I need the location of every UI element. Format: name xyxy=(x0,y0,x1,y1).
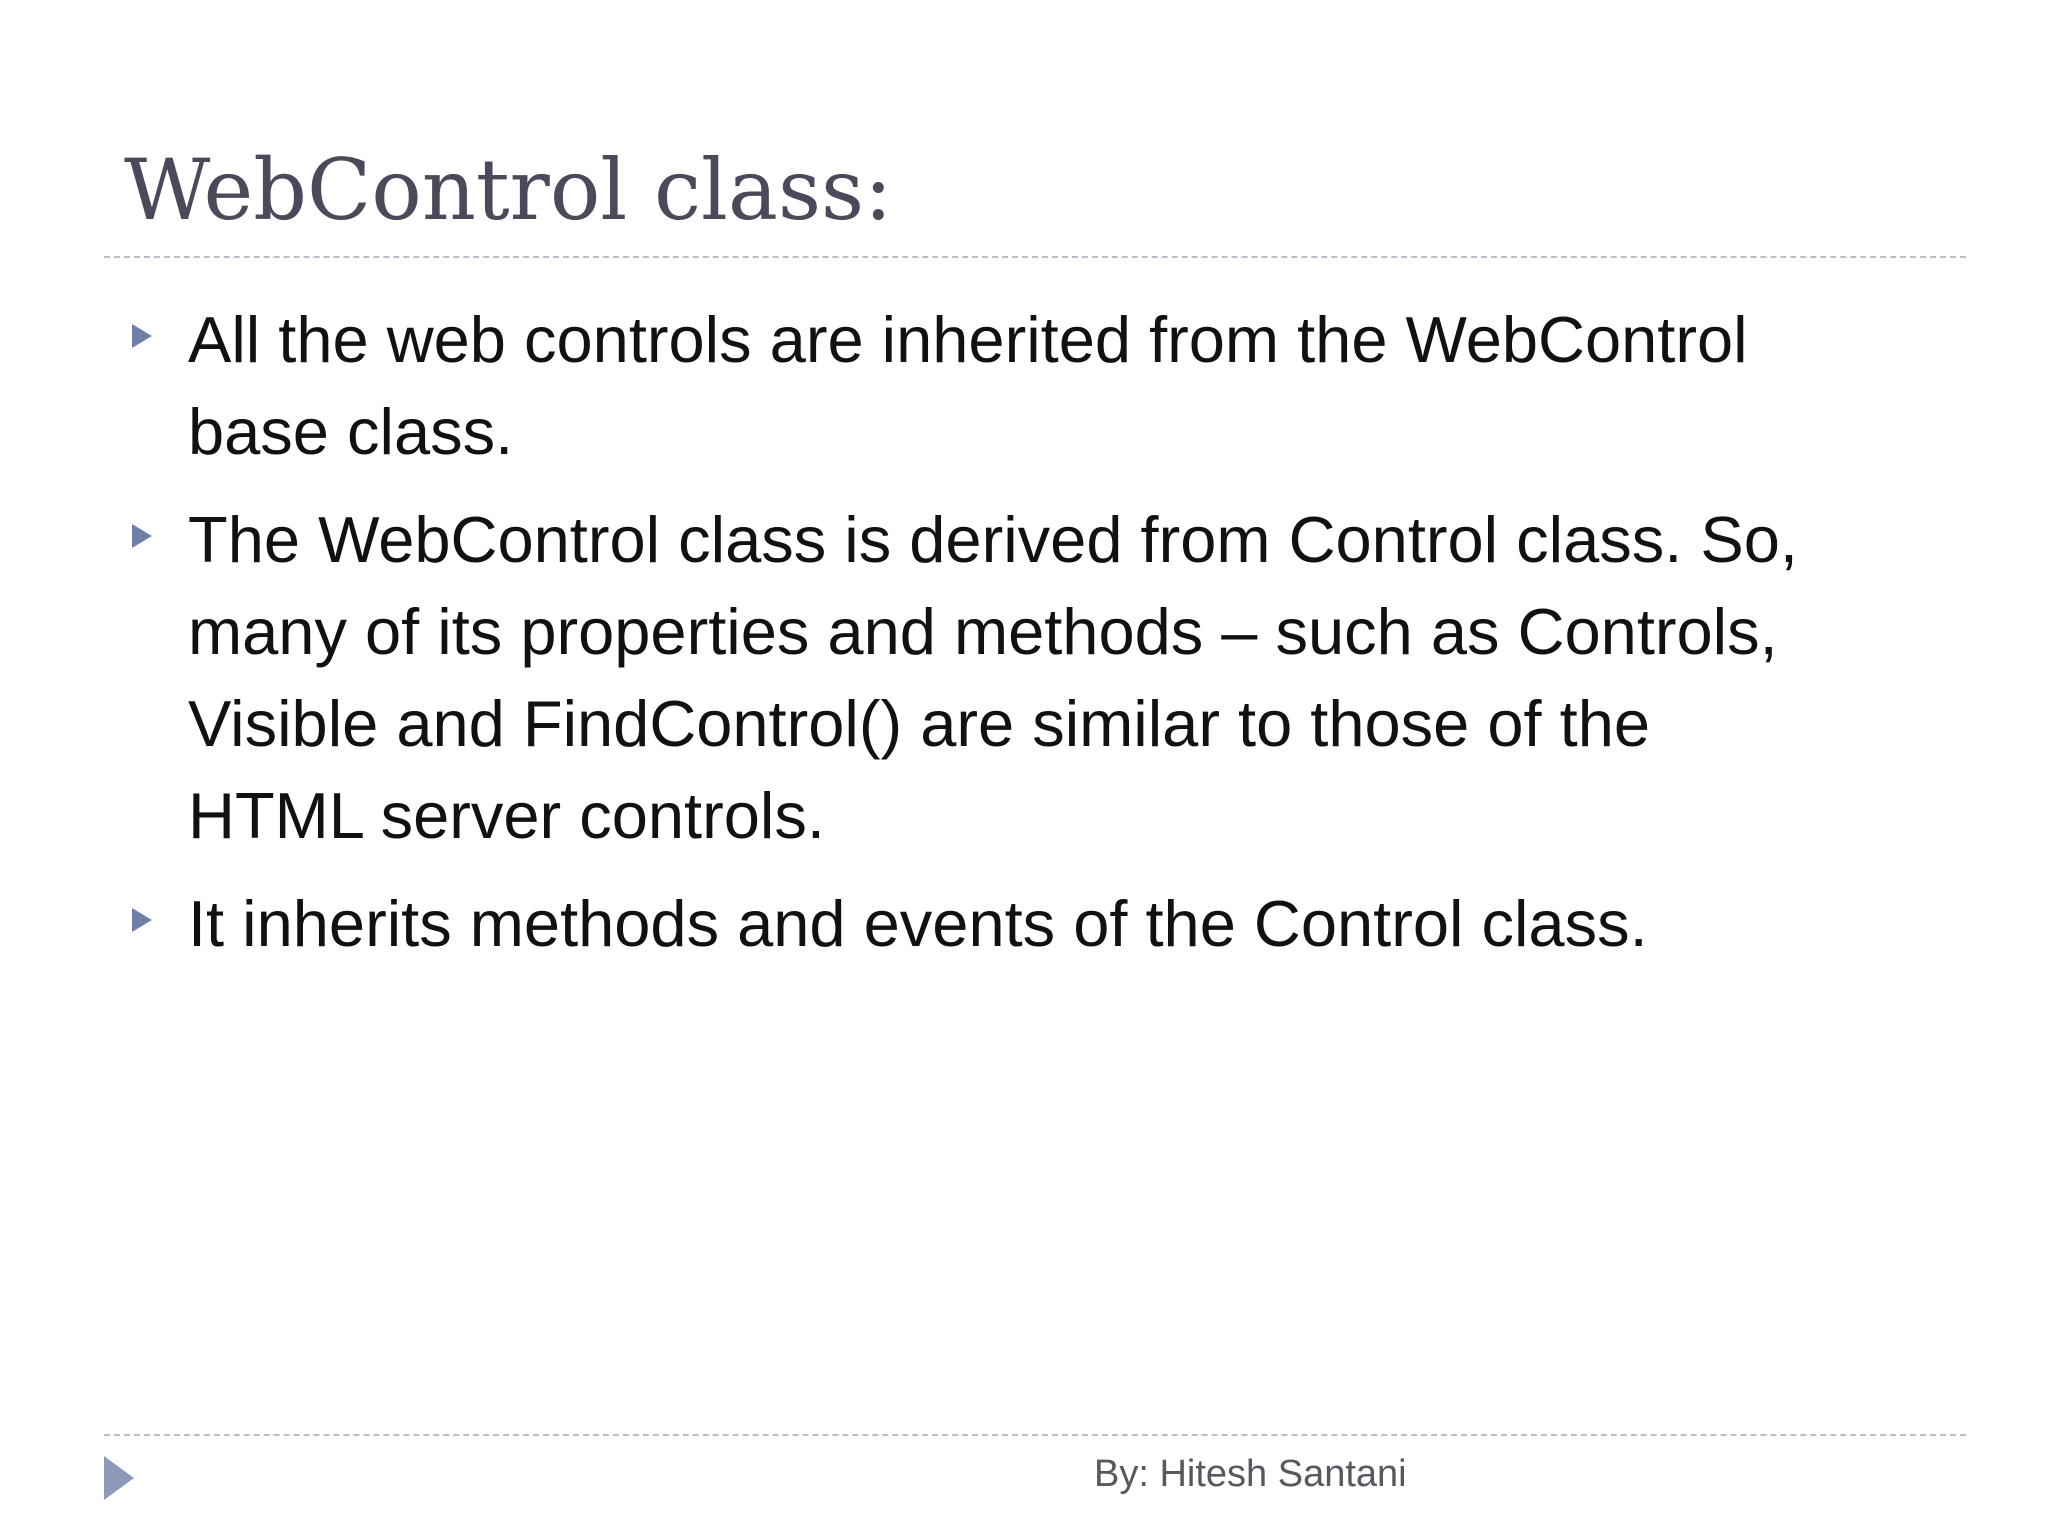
footer-author: By: Hitesh Santani xyxy=(1094,1453,1407,1495)
bullet-line: HTML server controls. xyxy=(188,779,825,852)
triangle-right-icon xyxy=(132,324,152,348)
footer-triangle-icon xyxy=(104,1456,134,1500)
bullet-item xyxy=(124,494,1944,862)
title-divider xyxy=(104,256,1966,258)
bullet-item xyxy=(124,294,1944,478)
bullet-item xyxy=(124,878,1944,970)
bullet-line: many of its properties and methods – such as Controls, xyxy=(188,595,1778,668)
bullet-line: The WebControl class is derived from Control class. So, xyxy=(188,503,1798,576)
bullet-line: base class. xyxy=(188,395,514,468)
bullet-line: It inherits methods and events of the Control class. xyxy=(188,887,1648,960)
bullet-list xyxy=(124,294,1944,986)
triangle-right-icon xyxy=(132,524,152,548)
bullet-line: Visible and FindControl() are similar to those of the xyxy=(188,687,1650,760)
footer-divider xyxy=(104,1434,1966,1436)
bullet-line: All the web controls are inherited from the WebControl xyxy=(188,303,1748,376)
slide-title: WebControl class: xyxy=(124,141,893,239)
triangle-right-icon xyxy=(132,908,152,932)
